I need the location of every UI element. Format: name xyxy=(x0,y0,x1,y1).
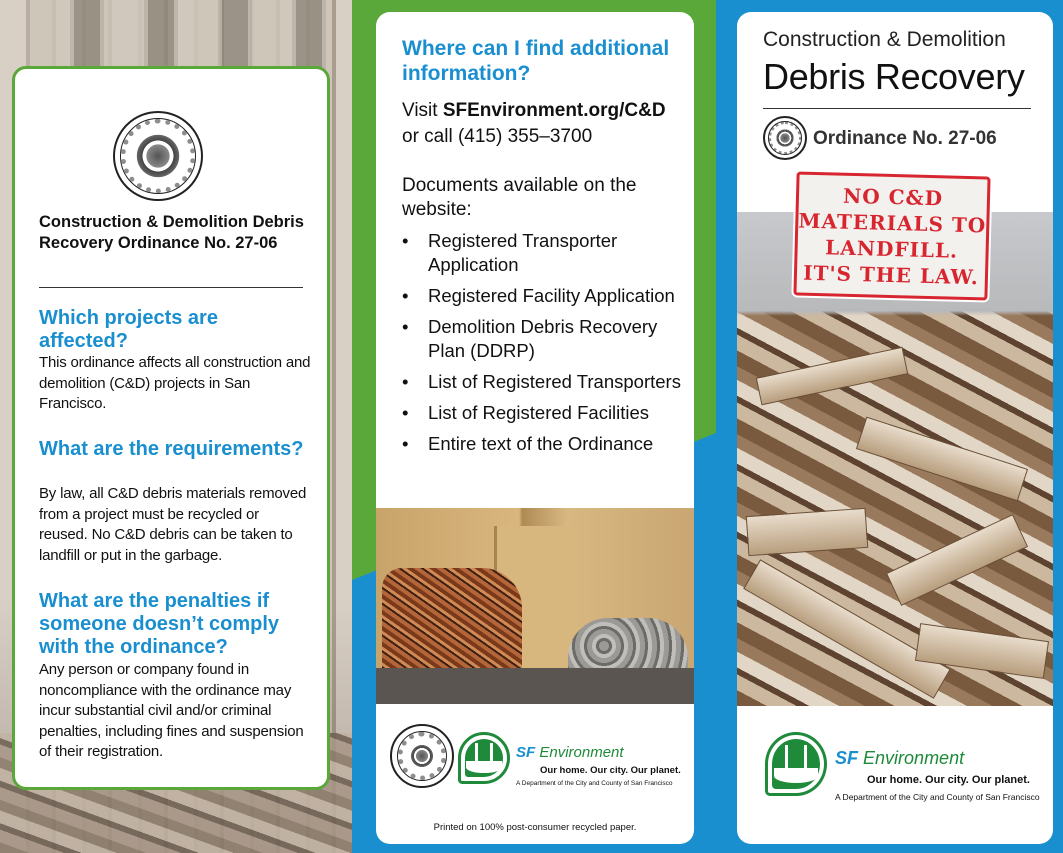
list-item: • List of Registered Facilities xyxy=(402,401,682,425)
law-stamp: NO C&D MATERIALS TO LANDFILL. IT'S THE LAW. xyxy=(793,171,990,300)
org-tagline: Our home. Our city. Our planet. xyxy=(867,774,1030,786)
left-panel xyxy=(12,66,330,790)
list-item: • Registered Facility Application xyxy=(402,284,682,308)
sf-environment-leaf-icon xyxy=(458,732,510,784)
website-link[interactable]: SFEnvironment.org/C&D xyxy=(442,100,666,121)
cover-title: Debris Recovery xyxy=(763,56,1025,97)
list-item: • Registered Transporter Application xyxy=(402,229,682,277)
wood-scrap-pile xyxy=(382,568,522,678)
city-seal-icon xyxy=(763,116,807,160)
section-body-affected: This ordinance affects all construction and demolition (C&D) projects in San Francisco. xyxy=(39,354,311,412)
section-body-penalties: Any person or company found in noncompliance with the ordinance may incur substantial civil and/or criminal penalties, including fines and suspension of their registration. xyxy=(39,661,304,760)
divider xyxy=(763,108,1031,109)
middle-panel xyxy=(376,12,694,844)
documents-intro: Documents available on the website: xyxy=(402,175,637,220)
right-panel xyxy=(737,12,1053,844)
documents-list xyxy=(402,229,682,463)
ordinance-number: Ordinance No. 27-06 xyxy=(813,128,997,149)
org-tagline: Our home. Our city. Our planet. xyxy=(540,765,681,776)
org-department: A Department of the City and County of San Francisco xyxy=(516,780,673,787)
debris-bins-photo xyxy=(376,508,694,704)
section-title-affected: Which projects are affected? xyxy=(39,307,218,352)
sf-environment-leaf-icon xyxy=(765,732,827,796)
list-item: • Demolition Debris Recovery Plan (DDRP) xyxy=(402,315,682,363)
phone-number: or call (415) 355–3700 xyxy=(402,126,593,147)
list-item: • Entire text of the Ordinance xyxy=(402,432,682,456)
info-title: Where can I find additional information? xyxy=(402,37,670,85)
city-seal-icon xyxy=(113,111,203,201)
printed-note: Printed on 100% post-consumer recycled paper. xyxy=(433,822,637,833)
cover-subtitle: Construction & Demolition xyxy=(763,28,1006,51)
section-body-requirements: By law, all C&D debris materials removed from a project must be recycled or reused. No C&D debris can be taken to landfill or put in the garbage. xyxy=(39,485,307,564)
org-name: SF Environment xyxy=(516,744,624,761)
section-title-penalties: What are the penalties if someone doesn’t comply with the ordinance? xyxy=(39,590,280,658)
divider xyxy=(39,287,303,288)
org-name: SF Environment xyxy=(835,748,965,768)
list-item: • List of Registered Transporters xyxy=(402,370,682,394)
city-seal-icon xyxy=(390,724,454,788)
ordinance-heading: Construction & Demolition Debris Recovery Ordinance No. 27-06 xyxy=(39,213,304,252)
visit-info: Visit SFEnvironment.org/C&D or call (415) 355–3700 xyxy=(402,100,666,147)
org-department: A Department of the City and County of San Francisco xyxy=(835,792,1040,802)
section-title-requirements: What are the requirements? xyxy=(39,438,304,460)
